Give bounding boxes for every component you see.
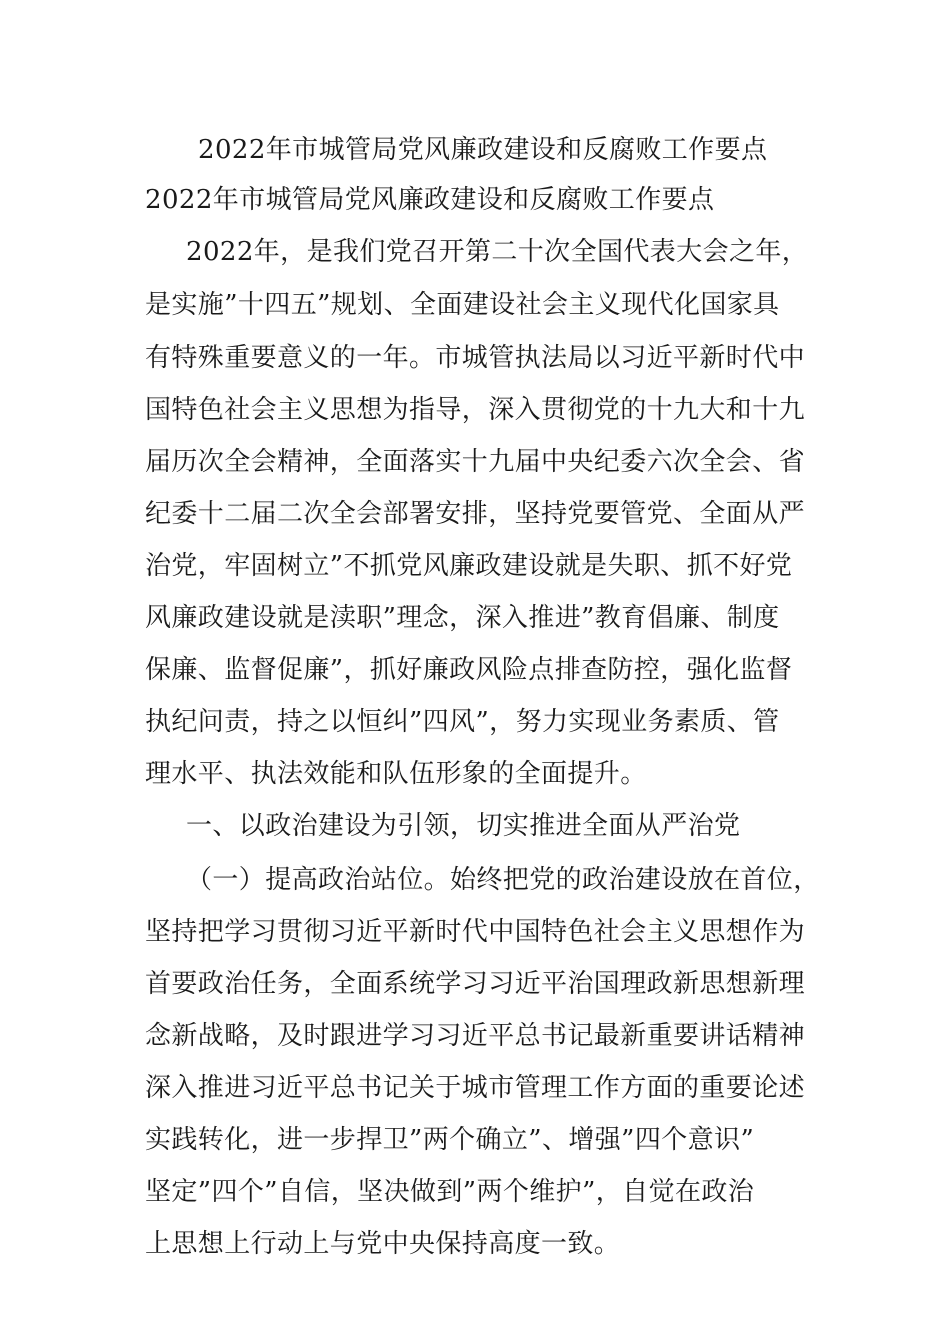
intro-line: 风廉政建设就是渎职”理念，深入推进”教育倡廉、制度: [145, 603, 780, 633]
subsection-line: 首要政治任务，全面系统学习习近平治国理政新思想新理: [145, 969, 806, 999]
intro-line: 2022年，是我们党召开第二十次全国代表大会之年，: [186, 237, 809, 267]
intro-line: 保廉、监督促廉”，抓好廉政风险点排查防控，强化监督: [145, 655, 793, 685]
intro-line: 届历次全会精神，全面落实十九届中央纪委六次全会、省: [145, 447, 806, 477]
subsection-line: 念新战略，及时跟进学习习近平总书记最新重要讲话精神: [145, 1021, 806, 1051]
document-title: 2022年市城管局党风廉政建设和反腐败工作要点: [198, 135, 768, 165]
subsection-line: （一）提高政治站位。始终把党的政治建设放在首位，: [186, 865, 820, 895]
intro-line: 是实施”十四五”规划、全面建设社会主义现代化国家具: [145, 290, 780, 320]
intro-line: 纪委十二届二次全会部署安排，坚持党要管党、全面从严: [145, 499, 806, 529]
intro-line: 执纪问责，持之以恒纠”四风”，努力实现业务素质、管: [145, 707, 780, 737]
subsection-line: 坚定”四个”自信，坚决做到”两个维护”，自觉在政治: [145, 1177, 755, 1207]
subsection-line: 上思想上行动上与党中央保持高度一致。: [145, 1229, 621, 1259]
intro-line: 有特殊重要意义的一年。市城管执法局以习近平新时代中: [145, 343, 806, 373]
subsection-line: 深入推进习近平总书记关于城市管理工作方面的重要论述: [145, 1073, 806, 1103]
document-title-repeat: 2022年市城管局党风廉政建设和反腐败工作要点: [145, 185, 715, 215]
intro-line: 国特色社会主义思想为指导，深入贯彻党的十九大和十九: [145, 395, 806, 425]
subsection-line: 实践转化，进一步捍卫”两个确立”、增强”四个意识”: [145, 1125, 755, 1155]
intro-line: 理水平、执法效能和队伍形象的全面提升。: [145, 759, 647, 789]
subsection-line: 坚持把学习贯彻习近平新时代中国特色社会主义思想作为: [145, 917, 806, 947]
section-heading: 一、以政治建设为引领，切实推进全面从严治党: [186, 811, 741, 841]
intro-line: 治党，牢固树立”不抓党风廉政建设就是失职、抓不好党: [145, 551, 793, 581]
